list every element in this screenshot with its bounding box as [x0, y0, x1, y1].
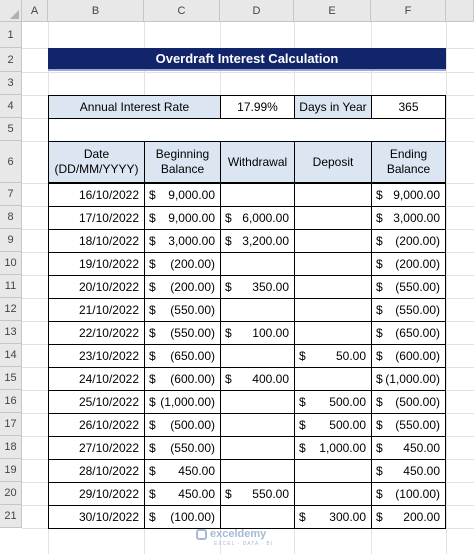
row-header-20[interactable]: 20: [0, 482, 22, 505]
cell-ending[interactable]: [371, 367, 446, 391]
currency-symbol: $: [149, 257, 156, 271]
amount: (200.00): [395, 257, 440, 271]
currency-symbol: $: [299, 395, 306, 409]
row-header-21[interactable]: 21: [0, 505, 22, 528]
cell-deposit[interactable]: [294, 183, 372, 207]
cell-ending[interactable]: [371, 390, 446, 414]
column-header-a[interactable]: A: [22, 0, 48, 22]
cell-ending[interactable]: [371, 183, 446, 207]
cell-withdrawal[interactable]: [220, 505, 295, 529]
amount: 450.00: [403, 464, 440, 478]
currency-symbol: $: [149, 303, 156, 317]
cell-ending[interactable]: [371, 275, 446, 299]
currency-symbol: $: [376, 510, 383, 524]
amount: 9,000.00: [168, 188, 215, 202]
currency-symbol: $: [225, 234, 232, 248]
cell-beginning[interactable]: [144, 344, 221, 368]
header-beginning-line1: Beginning: [155, 147, 210, 161]
amount: 3,000.00: [168, 234, 215, 248]
cell-ending[interactable]: [371, 482, 446, 506]
cell-withdrawal[interactable]: [220, 459, 295, 483]
amount: (500.00): [395, 395, 440, 409]
column-header-d[interactable]: D: [220, 0, 294, 22]
currency-symbol: $: [149, 372, 156, 386]
currency-symbol: $: [376, 326, 383, 340]
sheet-title[interactable]: Overdraft Interest Calculation: [48, 48, 446, 71]
cell-beginning[interactable]: [144, 436, 221, 460]
amount: (100.00): [395, 487, 440, 501]
amount: (650.00): [395, 326, 440, 340]
currency-symbol: $: [149, 280, 156, 294]
amount: 9,000.00: [168, 211, 215, 225]
currency-symbol: $: [376, 234, 383, 248]
cell-date[interactable]: 25/10/2022: [48, 390, 145, 414]
cell-beginning[interactable]: [144, 459, 221, 483]
amount: (500.00): [170, 418, 215, 432]
currency-symbol: $: [225, 280, 232, 294]
interest-rate-label[interactable]: Annual Interest Rate: [48, 95, 221, 119]
currency-symbol: $: [376, 280, 383, 294]
amount: (1,000.00): [385, 372, 440, 386]
currency-symbol: $: [376, 211, 383, 225]
amount: (650.00): [170, 349, 215, 363]
watermark-text: exceldemy: [210, 528, 267, 540]
amount: 350.00: [252, 280, 289, 294]
header-date-line2: (DD/MM/YYYY): [54, 162, 139, 176]
currency-symbol: $: [149, 234, 156, 248]
cell-beginning[interactable]: [144, 413, 221, 437]
row-header-18[interactable]: 18: [0, 436, 22, 459]
cell-withdrawal[interactable]: [220, 390, 295, 414]
cell-ending[interactable]: [371, 229, 446, 253]
header-withdrawal[interactable]: Withdrawal: [220, 141, 295, 183]
header-ending-line2: Balance: [386, 162, 431, 176]
row-header-1[interactable]: 1: [0, 22, 22, 48]
header-ending-line1: Ending: [389, 147, 428, 161]
cell-deposit[interactable]: [294, 229, 372, 253]
exceldemy-watermark: [196, 528, 274, 547]
cell-deposit[interactable]: [294, 252, 372, 276]
currency-symbol: $: [225, 211, 232, 225]
cell-date[interactable]: 18/10/2022: [48, 229, 145, 253]
currency-symbol: $: [376, 464, 383, 478]
currency-symbol: $: [225, 326, 232, 340]
currency-symbol: $: [376, 303, 383, 317]
days-in-year-label[interactable]: Days in Year: [294, 95, 372, 119]
cell-ending[interactable]: [371, 413, 446, 437]
currency-symbol: $: [149, 211, 156, 225]
amount: 200.00: [403, 510, 440, 524]
currency-symbol: $: [299, 349, 306, 363]
cell-date[interactable]: 27/10/2022: [48, 436, 145, 460]
amount: (200.00): [170, 257, 215, 271]
cell-withdrawal[interactable]: [220, 298, 295, 322]
row-header-8[interactable]: 8: [0, 206, 22, 229]
cell-date[interactable]: 22/10/2022: [48, 321, 145, 345]
amount: 3,000.00: [393, 211, 440, 225]
amount: (200.00): [395, 234, 440, 248]
currency-symbol: $: [376, 395, 383, 409]
cell-beginning[interactable]: [144, 183, 221, 207]
cell-date[interactable]: 20/10/2022: [48, 275, 145, 299]
row-header-15[interactable]: 15: [0, 367, 22, 390]
amount: 500.00: [329, 418, 366, 432]
cell-ending[interactable]: [371, 252, 446, 276]
row-header-6[interactable]: 6: [0, 141, 22, 183]
header-beginning-line2: Balance: [160, 162, 205, 176]
currency-symbol: $: [149, 395, 156, 409]
row-header-4[interactable]: 4: [0, 95, 22, 118]
header-beginning-balance[interactable]: [144, 141, 221, 183]
cell-beginning[interactable]: [144, 367, 221, 391]
currency-symbol: $: [149, 418, 156, 432]
amount: 400.00: [252, 372, 289, 386]
column-header-e[interactable]: E: [294, 0, 371, 22]
cell-withdrawal[interactable]: [220, 252, 295, 276]
currency-symbol: $: [299, 441, 306, 455]
column-header-b[interactable]: B: [48, 0, 144, 22]
cell-withdrawal[interactable]: [220, 275, 295, 299]
currency-symbol: $: [376, 188, 383, 202]
cell-date[interactable]: 29/10/2022: [48, 482, 145, 506]
currency-symbol: $: [149, 464, 156, 478]
amount: (550.00): [170, 303, 215, 317]
cell-beginning[interactable]: [144, 229, 221, 253]
header-deposit[interactable]: Deposit: [294, 141, 372, 183]
cell-beginning[interactable]: [144, 390, 221, 414]
cell-withdrawal[interactable]: [220, 344, 295, 368]
cell-ending[interactable]: [371, 321, 446, 345]
amount: 3,200.00: [242, 234, 289, 248]
cell-withdrawal[interactable]: [220, 413, 295, 437]
amount: 6,000.00: [242, 211, 289, 225]
cell-deposit[interactable]: [294, 413, 372, 437]
row-header-17[interactable]: 17: [0, 413, 22, 436]
cell-beginning[interactable]: [144, 275, 221, 299]
cell-beginning[interactable]: [144, 206, 221, 230]
cell-deposit[interactable]: [294, 436, 372, 460]
cell-deposit[interactable]: [294, 344, 372, 368]
amount: 9,000.00: [393, 188, 440, 202]
amount: (550.00): [395, 303, 440, 317]
cell-withdrawal[interactable]: [220, 367, 295, 391]
amount: 500.00: [329, 395, 366, 409]
amount: 550.00: [252, 487, 289, 501]
cell-deposit[interactable]: [294, 206, 372, 230]
amount: (550.00): [170, 441, 215, 455]
currency-symbol: $: [376, 349, 383, 363]
cell-date[interactable]: 28/10/2022: [48, 459, 145, 483]
watermark-subtext: EXCEL · DATA · BI: [214, 541, 274, 547]
cell-beginning[interactable]: [144, 482, 221, 506]
cell-deposit[interactable]: [294, 275, 372, 299]
cell-ending[interactable]: [371, 505, 446, 529]
interest-rate-value[interactable]: 17.99%: [220, 95, 295, 119]
amount: 100.00: [252, 326, 289, 340]
amount: (600.00): [170, 372, 215, 386]
cell-deposit[interactable]: [294, 367, 372, 391]
cell-withdrawal[interactable]: [220, 436, 295, 460]
cell-date[interactable]: 26/10/2022: [48, 413, 145, 437]
cell-ending[interactable]: [371, 436, 446, 460]
row-header-3[interactable]: 3: [0, 72, 22, 95]
amount: 450.00: [178, 487, 215, 501]
currency-symbol: $: [299, 510, 306, 524]
column-header-f[interactable]: F: [371, 0, 446, 22]
gridline: [22, 72, 474, 73]
currency-symbol: $: [376, 372, 383, 386]
row-header-9[interactable]: 9: [0, 229, 22, 252]
cell-date[interactable]: 21/10/2022: [48, 298, 145, 322]
amount: 50.00: [335, 349, 366, 363]
currency-symbol: $: [149, 188, 156, 202]
currency-symbol: $: [299, 418, 306, 432]
cell-deposit[interactable]: [294, 459, 372, 483]
cell-beginning[interactable]: [144, 298, 221, 322]
amount: 450.00: [403, 441, 440, 455]
amount: (200.00): [170, 280, 215, 294]
row-header-16[interactable]: 16: [0, 390, 22, 413]
currency-symbol: $: [376, 257, 383, 271]
blank-row[interactable]: [48, 118, 446, 142]
currency-symbol: $: [149, 326, 156, 340]
currency-symbol: $: [149, 510, 156, 524]
cell-beginning[interactable]: [144, 321, 221, 345]
cell-ending[interactable]: [371, 459, 446, 483]
days-in-year-value[interactable]: 365: [371, 95, 446, 119]
column-header-g[interactable]: [446, 0, 474, 22]
header-date-line1: Date: [83, 147, 110, 161]
amount: (100.00): [170, 510, 215, 524]
cell-deposit[interactable]: [294, 321, 372, 345]
gridline: [446, 22, 447, 554]
row-header-2[interactable]: 2: [0, 48, 22, 72]
cell-ending[interactable]: [371, 298, 446, 322]
amount: (550.00): [170, 326, 215, 340]
cell-withdrawal[interactable]: [220, 206, 295, 230]
cell-deposit[interactable]: [294, 482, 372, 506]
cell-beginning[interactable]: [144, 505, 221, 529]
header-ending-balance[interactable]: [371, 141, 446, 183]
row-header-13[interactable]: 13: [0, 321, 22, 344]
cell-date[interactable]: 30/10/2022: [48, 505, 145, 529]
cell-beginning[interactable]: [144, 252, 221, 276]
cell-date[interactable]: 16/10/2022: [48, 183, 145, 207]
header-date[interactable]: [48, 141, 145, 183]
currency-symbol: $: [376, 441, 383, 455]
amount: 1,000.00: [319, 441, 366, 455]
cell-date[interactable]: 23/10/2022: [48, 344, 145, 368]
cell-deposit[interactable]: [294, 390, 372, 414]
cell-ending[interactable]: [371, 206, 446, 230]
cell-withdrawal[interactable]: [220, 229, 295, 253]
row-header-14[interactable]: 14: [0, 344, 22, 367]
currency-symbol: $: [376, 487, 383, 501]
cell-withdrawal[interactable]: [220, 482, 295, 506]
cell-withdrawal[interactable]: [220, 321, 295, 345]
cell-ending[interactable]: [371, 344, 446, 368]
row-header-7[interactable]: 7: [0, 183, 22, 206]
amount: (1,000.00): [160, 395, 215, 409]
amount: 300.00: [329, 510, 366, 524]
row-header-19[interactable]: 19: [0, 459, 22, 482]
amount: 450.00: [178, 464, 215, 478]
cell-date[interactable]: 17/10/2022: [48, 206, 145, 230]
currency-symbol: $: [225, 372, 232, 386]
currency-symbol: $: [225, 487, 232, 501]
currency-symbol: $: [149, 487, 156, 501]
cell-deposit[interactable]: [294, 505, 372, 529]
currency-symbol: $: [149, 441, 156, 455]
amount: (600.00): [395, 349, 440, 363]
column-header-c[interactable]: C: [144, 0, 220, 22]
cell-date[interactable]: 24/10/2022: [48, 367, 145, 391]
currency-symbol: $: [376, 418, 383, 432]
row-header-10[interactable]: 10: [0, 252, 22, 275]
cell-date[interactable]: 19/10/2022: [48, 252, 145, 276]
row-header-11[interactable]: 11: [0, 275, 22, 298]
amount: (550.00): [395, 280, 440, 294]
exceldemy-logo-icon: [196, 529, 207, 540]
currency-symbol: $: [149, 349, 156, 363]
cell-deposit[interactable]: [294, 298, 372, 322]
row-header-5[interactable]: 5: [0, 118, 22, 141]
cell-withdrawal[interactable]: [220, 183, 295, 207]
row-header-12[interactable]: 12: [0, 298, 22, 321]
amount: (550.00): [395, 418, 440, 432]
select-all-corner[interactable]: [0, 0, 22, 22]
